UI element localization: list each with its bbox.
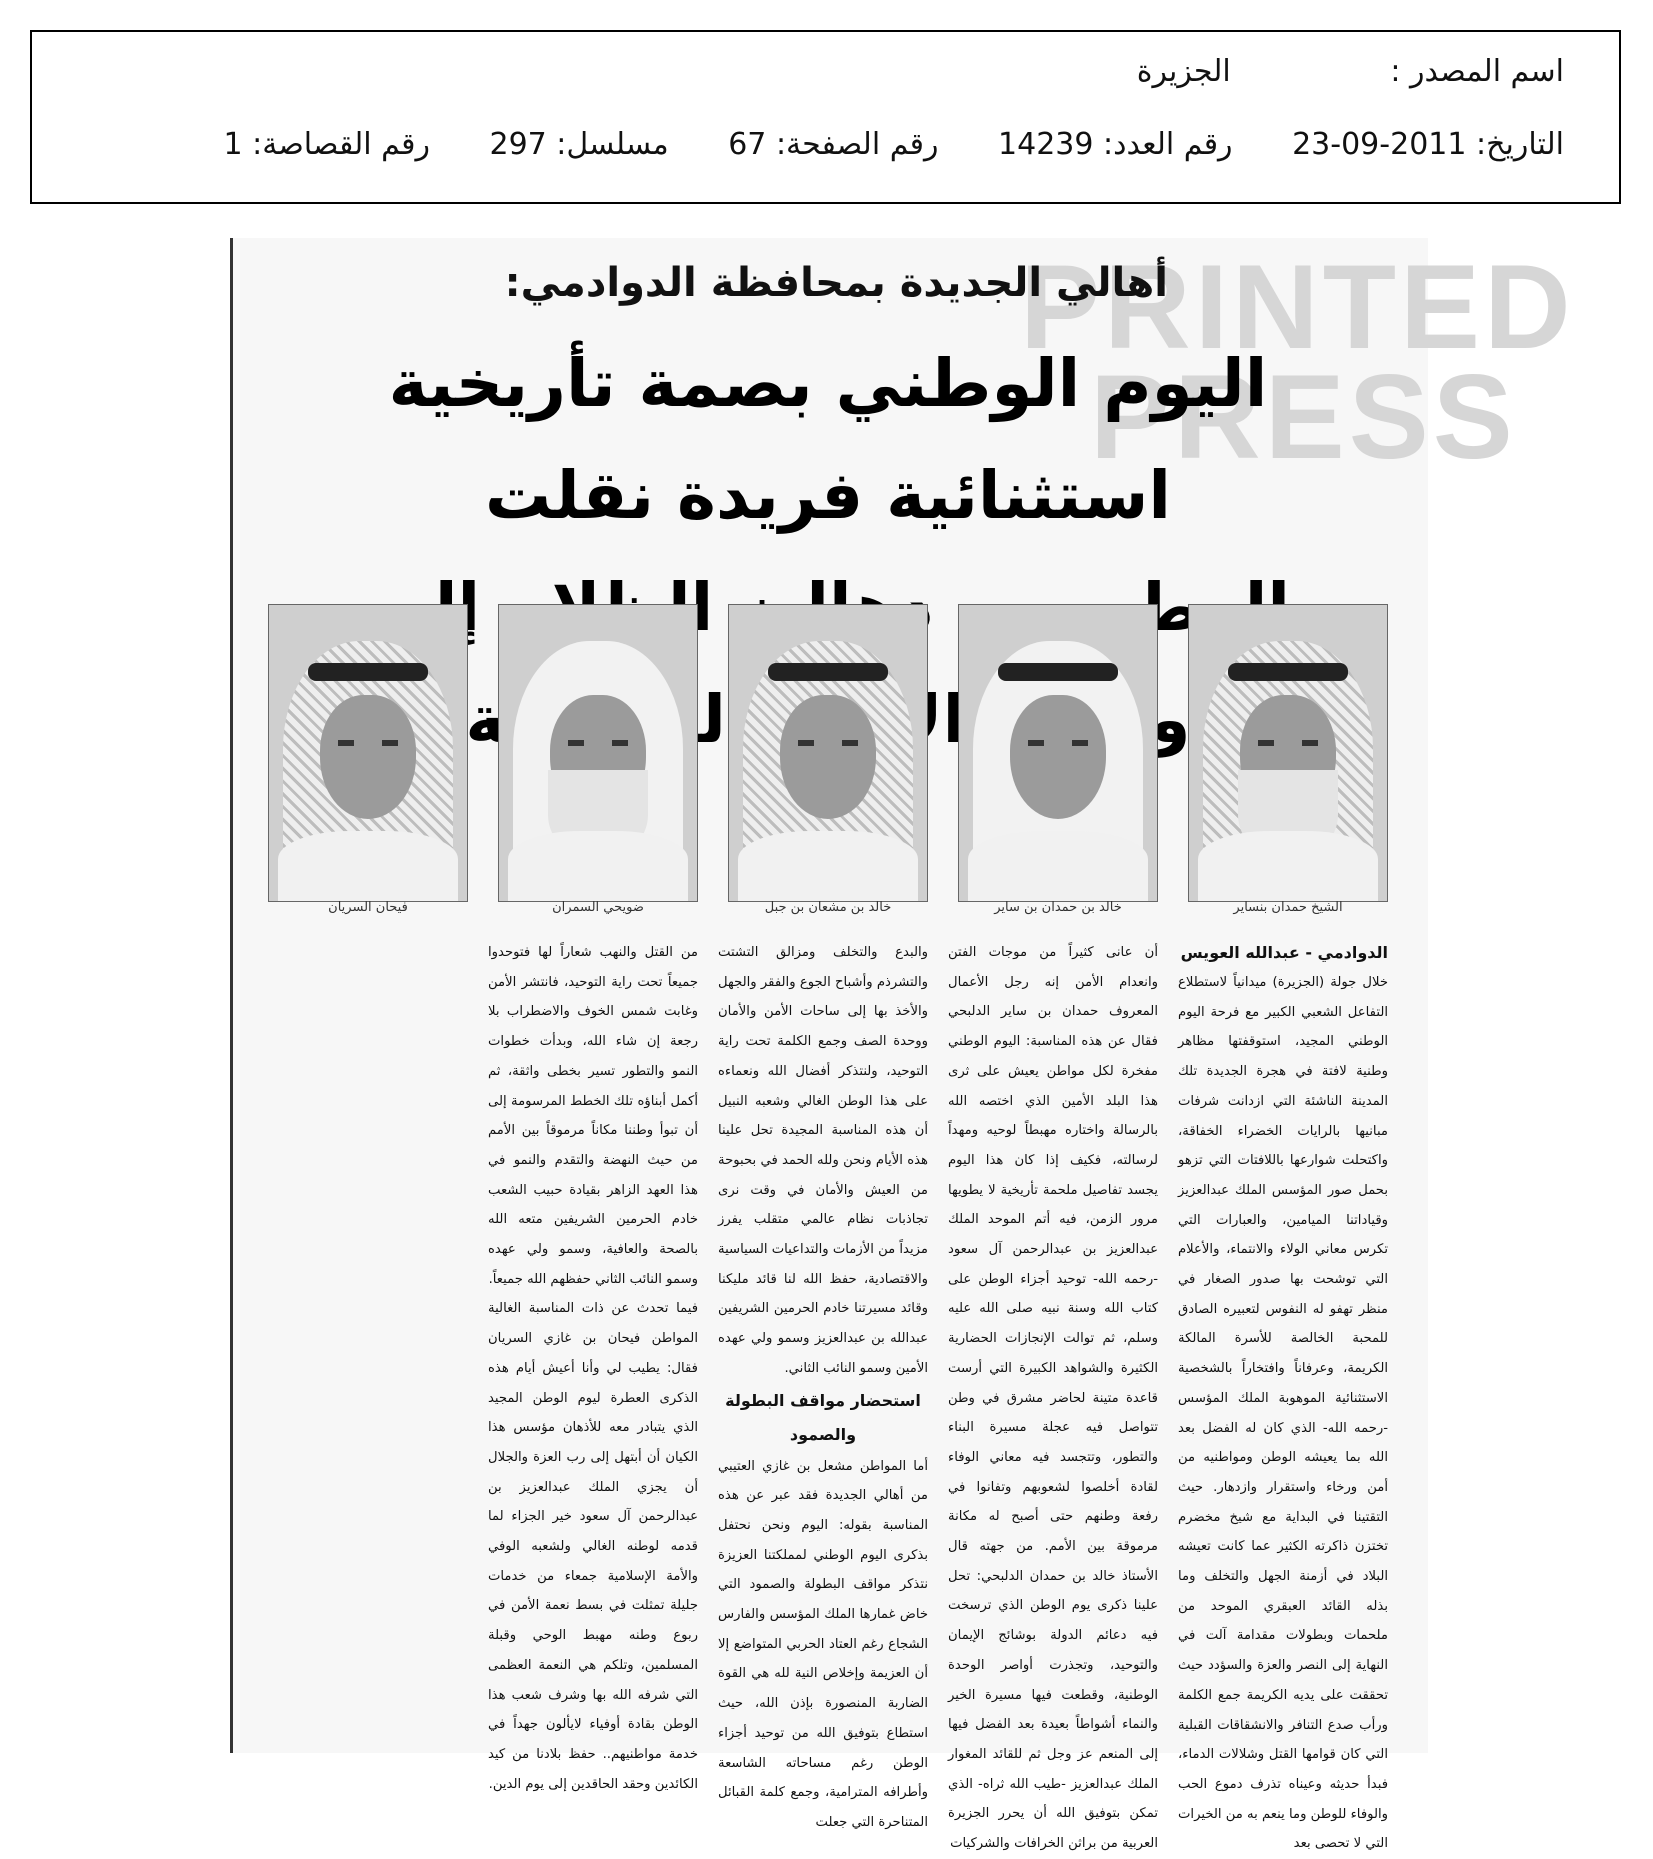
portrait-photo [498, 604, 698, 902]
issue-field [998, 127, 1232, 162]
column-text: من القتل والنهب شعاراً لها فتوحدوا جميعاً تحت راية التوحيد، فانتشر الأمن وغابت شمس الخوف والاضطراب بلا رجعة إن شاء الله، وبدأت خطوات النمو والتطور تسير بخطى واثقة، ثم أكمل أبناؤه تلك الخطط المرسومة إلى أن تبوأ وطننا مكاناً مرموقاً بين الأمم من حيث النهضة والتقدم والنمو في هذا العهد الزاهر بقيادة حبيب الشعب خادم الحرمين الشريفين متعه الله بالصحة والعافية، وسمو ولي عهده وسمو النائب الثاني حفظهم الله جميعاً. [488, 945, 698, 1287]
source-row [1137, 54, 1564, 89]
portrait-photo [268, 604, 468, 902]
date-label: التاريخ: [1476, 127, 1564, 162]
page-field [728, 127, 938, 162]
clipping-edge [230, 238, 233, 1753]
page-label: رقم الصفحة: [775, 127, 939, 162]
column-text: أن عانى كثيراً من موجات الفتن وانعدام الأمن إنه رجل الأعمال المعروف حمدان بن ساير الدلبحي فقال عن هذه المناسبة: اليوم الوطني مفخرة لكل مواطن يعيش على ثرى هذا البلد الأمين الذي اختصه الله بالرسالة واختاره مهبطاً لوحيه ومهداً لرسالته، فكيف إذا كان هذا اليوم يجسد تفاصيل ملحمة تأريخية لا يطويها مرور الزمن، فيه أتم الموحد الملك عبدالعزيز بن عبدالرحمن آل سعود -رحمه الله- توحيد أجزاء الوطن على كتاب الله وسنة نبيه صلى الله عليه وسلم، ثم توالت الإنجازات الحضارية الكثيرة والشواهد الكبيرة التي أرست قاعدة متينة لحاضر مشرق في وطن تتواصل فيه عجلة مسيرة البناء والتطور، وتتجسد فيه معاني الوفاء لقادة أخلصوا لشعوبهم وتفانوا في رفعة وطنهم حتى أصبح له مكانة مرموقة بين الأمم. من جهته قال الأستاذ خالد بن حمدان الدلبحي: تحل علينا ذكرى يوم الوطن الذي ترسخت فيه دعائم الدولة بوشائج الإيمان والتوحيد، وتجذرت أواصر الوحدة الوطنية، وقطعت فيها مسيرة الخير والنماء أشواطاً بعيدة بعد الفضل فيها إلى المنعم عز وجل ثم للقائد المغوار الملك عبدالعزيز -طيب الله ثراه- الذي تمكن بتوفيق الله أن يحرر الجزيرة العربية من براثن الخرافات والشركيات [948, 945, 1158, 1852]
headline-line-1: اليوم الوطني بصمة تأريخية استثنائية فريدة نقلت [388, 345, 1268, 534]
date-field [1292, 127, 1564, 162]
photo-caption: الشيخ حمدان بنساير [1233, 900, 1343, 915]
article-column-4 [488, 938, 698, 1799]
article-column-1 [1178, 938, 1388, 1859]
photo-caption: ضويحي السمران [552, 900, 644, 915]
issue-label: رقم العدد: [1103, 127, 1233, 162]
newspaper-clipping [230, 238, 1575, 1852]
portrait-photo [1188, 604, 1388, 902]
clip-value: 1 [223, 127, 243, 162]
column-text: والبدع والتخلف ومزالق التشتت والتشرذم وأشباح الجوع والفقر والجهل والأخذ بها إلى ساحات الأمن والأمان ووحدة الصف وجمع الكلمة تحت راية التوحيد، ولنتذكر أفضال الله ونعماءه على هذا الوطن الغالي وشعبه النبيل أن هذه المناسبة المجيدة تحل علينا هذه الأيام ونحن ولله الحمد في بحبوحة من العيش والأمان في وقت نرى تجاذبات نظام عالمي متقلب يفرز مزيداً من الأزمات والتداعيات السياسية والاقتصادية، حفظ الله لنا قائد مليكنا وقائد مسيرتنا خادم الحرمين الشريفين عبدالله بن عبدالعزيز وسمو ولي عهده الأمين وسمو النائب الثاني. [718, 945, 928, 1376]
column-text: فيما تحدث عن ذات المناسبة الغالية المواطن فيحان بن غازي السريان فقال: يطيب لي وأنا أعيش أيام هذه الذكرى العطرة ليوم الوطن المجيد الذي يتبادر معه للأذهان مؤسس هذا الكيان أن أبتهل إلى رب العزة والجلال أن يجزي الملك عبدالعزيز بن عبدالرحمن آل سعود خير الجزاء لما قدمه لوطنه الغالي ولشعبه الوفي والأمة الإسلامية جمعاء من خدمات جليلة تمثلت في بسط نعمة الأمن في ربوع وطنه مهبط الوحي وقبلة المسلمين، وتلكم هي النعمة العظمى التي شرفه الله بها وشرف شعب هذا الوطن بقادة أوفياء لايألون جهداً في خدمة مواطنيهم.. حفظ بلادنا من كيد الكائدين وحقد الحاقدين إلى يوم الدين. [488, 1301, 698, 1792]
clip-field [223, 127, 429, 162]
article-kicker: أهالي الجديدة بمحافظة الدوادمي: [504, 260, 1168, 306]
portrait-photo [728, 604, 928, 902]
headline-line-2: الوطن [1079, 569, 1291, 646]
column-text: خلال جولة (الجزيرة) ميدانياً لاستطلاع التفاعل الشعبي الكبير مع فرحة اليوم الوطني المجيد، استوقفتها مظاهر وطنية لافتة في هجرة الجديدة تلك المدينة الناشئة التي ازدانت شرفات مبانيها بالرايات الخضراء الخفاقة، واكتحلت شوارعها باللافتات التي تزهو بحمل صور المؤسس الملك عبدالعزيز وقياداتنا الميامين، والعبارات التي تكرس معاني الولاء والانتماء، والأعلام التي توشحت بها صدور الصغار في منظر تهفو له النفوس لتعبيره الصادق للمحبة الخالصة للأسرة المالكة الكريمة، وعرفاناً وافتخاراً بالشخصية الاستثنائية الموهوبة الملك المؤسس -رحمه الله- الذي كان له الفضل بعد الله بما يعيشه الوطن ومواطنيه من أمن ورخاء واستقرار وازدهار. حيث التقتينا في البداية مع شيخ مخضرم تختزن ذاكرته الكثير عما كانت تعيشه البلاد في أزمنة الجهل والتخلف وما بذله القائد العبقري الموحد من ملحمات وبطولات مقدامة آلت في النهاية إلى النصر والعزة والسؤدد حيث تحققت على يديه الكريمة جمع الكلمة ورأب صدع التنافر والانشقاقات القبلية التي كان قوامها القتل وشلالات الدماء، فبدأ حديثه وعيناه تذرف دموع الحب والوفاء للوطن وما ينعم به من الخيرات التي لا تحصى بعد [1178, 975, 1388, 1852]
serial-label: مسلسل: [556, 127, 669, 162]
column-text: أما المواطن مشعل بن غازي العتيبي من أهالي الجديدة فقد عبر عن هذه المناسبة بقوله: اليوم ونحن نحتفل بذكرى اليوم الوطني لمملكتنا العزيزة نتذكر مواقف البطولة والصمود التي خاض غمارها الملك المؤسس والفارس الشجاع رغم العتاد الحربي المتواضع إلا أن العزيمة وإخلاص النية لله هي القوة الضاربة المنصورة بإذن الله، حيث استطاع بتوفيق الله من توحيد أجزاء الوطن رغم مساحاته الشاسعة وأطرافه المترامية، وجمع كلمة القبائل المتناحرة التي جعلت [718, 1458, 928, 1830]
section-subheading: استحضار مواقف البطولة والصمود [725, 1390, 921, 1444]
article-column-2 [948, 938, 1158, 1859]
photo-caption: خالد بن حمدان بن ساير [994, 900, 1122, 915]
photo-caption: فيحان السريان [328, 900, 408, 915]
source-label: اسم المصدر : [1390, 54, 1564, 89]
clipping-metadata-box [30, 30, 1621, 204]
portrait-photo [958, 604, 1158, 902]
source-value: الجزيرة [1136, 54, 1231, 89]
watermark-press: PRESS [1090, 350, 1517, 484]
clip-label: رقم القصاصة: [252, 127, 430, 162]
date-value: 2011-09-23 [1292, 127, 1467, 162]
watermark-printed: PRINTED [1020, 240, 1575, 374]
serial-field [489, 127, 668, 162]
details-row [173, 127, 1564, 162]
serial-value: 297 [489, 127, 547, 162]
article-column-3 [718, 938, 928, 1838]
page-value: 67 [728, 127, 767, 162]
issue-value: 14239 [998, 127, 1094, 162]
article-byline: الدوادمي - عبدالله العويس [1180, 943, 1388, 962]
photo-row [258, 604, 1388, 904]
photo-caption: خالد بن مشعان بن جبل [764, 900, 892, 915]
article-body [258, 938, 1388, 1852]
